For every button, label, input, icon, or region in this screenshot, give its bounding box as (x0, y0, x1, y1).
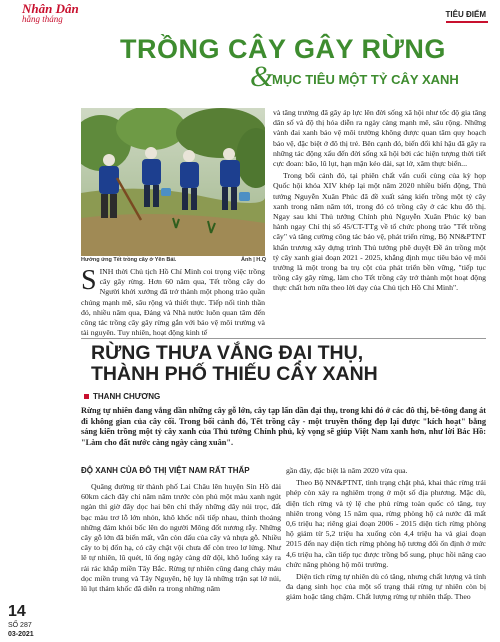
article2-paragraph: Diện tích rừng tự nhiên dù có tăng, nhưng chất lượng và tính đa dạng sinh học của một số trạng thái rừng tự nhiên còn bị giảm hoặc tăng chậm. Chất lượng rừng tự nhiên thấp. Theo (286, 572, 486, 602)
article2-paragraph: Quãng đường từ thành phố Lai Châu lên huyện Sìn Hồ dài 60km cách đây chỉ năm năm trước còn phủ một màu xanh ngút ngàn thì giờ đây dọc hai bên chỉ thấy những dãy núi trọc, đất bạc màu trơ lỗ lớn nhỏn, khô khốc nổi tiếp nhau, thỉnh thoảng những đám khói bốc lên do người Mông đốt nương rẫy. Những cây gỗ lớn đã biến mất, vẫn còn dấu của cây và nhựa gỗ. Nhiều cây to bị đốn hạ, có cây chặt vội chưa để còn treo lơ lửng. Như lẽ tự nhiên, lũ quét, lũ ống ngày càng dữ dội, khô luống xảy ra rải rác khắp miền Tây Bắc. Rừng tự nhiên cũng đang chảy máu dọc miền trung và Tây Nguyên, hệ lụy là những trận sạt lở núi, lũ lụt thảm khốc đã diễn ra trong những năm (81, 482, 281, 594)
article2-title-line2: THÀNH PHỐ THIẾU CÂY XANH (91, 363, 378, 385)
dropcap-letter: S (81, 265, 97, 296)
article2-paragraph: Theo Bộ NN&PTNT, tình trạng chặt phá, khai thác rừng trái phép còn xảy ra nghiêm trọng ở một số địa phương. Mặc dù, diện tích rừng và tỷ lệ che phủ rừng toàn quốc có tăng, tuy nhiên trong vòng 15 năm qua, rừng phòng hộ cả nước đã mất 0,6 triệu ha; riêng giai đoạn 2006 - 2015 diện tích rừng phòng hộ giảm từ 5,2 triệu ha xuống còn 4,4 triệu ha và giai đoạn 2015 đến nay diện tích rừng phòng hộ tương đối ổn định ở mức 4,6 triệu ha, cần tiếp tục được trồng bổ sung, phục hồi nâng cao chức năng phòng hộ môi trường. (286, 478, 486, 569)
article2-subhead: ĐỘ XANH CỦA ĐÔ THỊ VIỆT NAM RẤT THẤP (81, 466, 250, 475)
photo-caption: Hưởng ứng Tết trồng cây ở Yên Bái. (81, 257, 177, 263)
article1-title: TRỒNG CÂY GÂY RỪNG (120, 34, 446, 64)
issue-number: SỐ 287 (8, 622, 32, 629)
article1-subtitle: MỤC TIÊU MỘT TỶ CÂY XANH (272, 72, 459, 87)
article2-paragraph: gần đây, đặc biệt là năm 2020 vừa qua. (286, 466, 408, 475)
author-byline (84, 392, 160, 401)
issue-date: 03-2021 (8, 631, 34, 638)
article2-left-column (81, 482, 281, 596)
newspaper-logo[interactable] (22, 2, 82, 24)
article-divider (81, 338, 486, 339)
article2-right-column (286, 466, 486, 605)
masthead (0, 0, 500, 24)
article1-left-column (81, 267, 265, 340)
article2-lead: Rừng tự nhiên đang vắng dần những cây gỗ lớn, cây tạp lấn dần đại thụ, trong khi đó ở các đô thị, bê-tông đang át đi không gian của cây cối. Trong bối cảnh đó, Tết trồng cây - một truyền thống đẹp lại được "kích hoạt" bằng sáng kiến trồng một tỷ cây xanh của Thủ tướng Chính phủ, kỳ vọng sẽ giúp Việt Nam xanh hơn, như lời Bác Hồ: "Làm cho đất nước càng ngày càng xuân". (81, 406, 486, 447)
article1-paragraph: Trong bối cảnh đó, tại phiên chất vấn cuối cùng của kỳ họp Quốc hội khóa XIV khép lại một năm 2020 nhiều biến động, Thủ tướng Nguyễn Xuân Phúc đã đề xuất sáng kiến trồng một tỷ cây xanh trong năm năm tới, trong đó có trồng cây ở các khu đô thị. Ngay sau khi Thủ tướng Chính phủ Nguyễn Xuân Phúc ký ban hành ngay Chỉ thị số 45/CT-TTg về tổ chức phong trào "Tết trồng cây" và tăng cường công tác bảo vệ, phát triển rừng, Bộ NN&PTNT khẩn trương xây dựng trình Thủ tướng phê duyệt Đề án trồng một tỷ cây xanh giai đoạn 2021 - 2025, khẳng định mục tiêu bảo vệ môi trường là một trong ba trụ cột của phát triển bền vững, "tiếp tục trồng cây gây rừng, làm cho Tết trồng cây trở thành một hoạt động thực chất hơn nữa theo lời dạy của Chủ tịch Hồ Chí Minh". (273, 171, 486, 293)
article1-paragraph: và tăng trưởng đã gây áp lực lên đời sống xã hội như tốc độ gia tăng dân số và độ thị hóa diễn ra ngày càng mạnh mẽ, sâu rộng. Những vành đai xanh bảo vệ môi trường không được quan tâm quy hoạch bảo vệ, đặc biệt ở đô thị trẻ. Bên cạnh đó, biến đổi khí hậu đã gây ra những tác động xấu đến đời sống xã hội bởi các hiện tượng thời tiết cực đoan: bão, lũ lụt, hạn mặn kéo dài, sạt lở, xâm thực biển... (273, 108, 486, 169)
logo-main-text: Nhân Dân (22, 1, 79, 16)
article2-title-line1: RỪNG THƯA VẮNG ĐẠI THỤ, (91, 342, 364, 364)
photo-credit: Ảnh | H.Q (241, 257, 267, 263)
article1-right-column (273, 108, 486, 296)
article1-intro-text: INH thời Chủ tịch Hồ Chí Minh coi trọng việc trồng cây gây rừng. Hơn 60 năm qua, Tết trồng cây do Người khởi xướng đã trở thành một phong trào quần chúng mạnh mẽ, sâu rộng và thiết thực. Tiếp nối tinh thần đó, nhiều năm qua, Đảng và Nhà nước luôn quan tâm đến công tác trồng cây gây rừng gắn với bảo vệ môi trường và tài nguyên. Tuy nhiên, hoạt động kinh tế (81, 267, 265, 338)
page-number: 14 (8, 603, 26, 620)
author-name: THANH CHƯƠNG (93, 392, 161, 401)
byline-square-icon (84, 394, 89, 399)
article2-title (91, 343, 491, 385)
section-tag: TIÊU ĐIỂM (445, 10, 486, 19)
logo-sub-text: hằng tháng (22, 14, 63, 24)
title-ampersand: & (250, 60, 274, 93)
article1-intro-paragraph (81, 267, 265, 338)
photo-illustration (81, 108, 265, 256)
section-tag-underline (446, 21, 488, 23)
tree-planting-photo (81, 108, 265, 256)
